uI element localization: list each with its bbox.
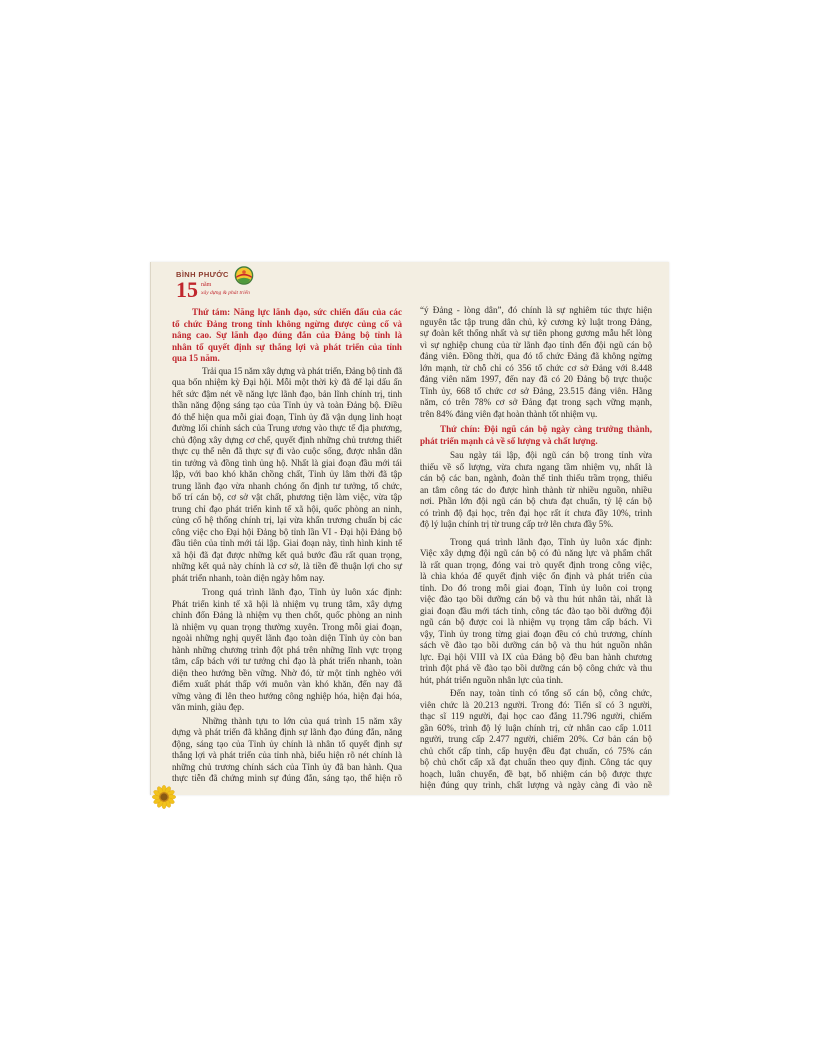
text-line: “ý Đảng - lòng dân”, đó chính là sự nghiêm túc thực hiện (420, 305, 652, 315)
text-line: xã hội đã đạt được những kết quả bước đầu rất quan trọng, (172, 549, 402, 560)
text-line: Những thành tựu to lớn của quá trình 15 năm xây (202, 715, 402, 726)
text-line: hiện đúng quy trình, chất lượng và ngày càng đi vào nề (420, 780, 652, 790)
text-line: văn minh, giàu đẹp. (172, 702, 244, 712)
text-line: đảng viên. Đồng thời, qua đó tổ chức Đảng đã không ngừng (420, 351, 652, 361)
text-line: sách về đào tạo bồi dưỡng cán bộ và thu hút nguồn nhân (420, 640, 652, 650)
text-line: Thứ chín: Đội ngũ cán bộ ngày càng trưởng thành, (440, 424, 652, 434)
text-line: công việc cho Đại hội Đảng bộ tỉnh lần VI - Đại hội Đảng bộ (172, 526, 402, 537)
text-line: tin tưởng và đồng tình ủng hộ. Nhất là giai đoạn đầu mới tái (172, 457, 402, 468)
left-text-column (172, 307, 402, 785)
text-line: độ lý luận chính trị từ trung cấp trở lên chưa đầy 5%. (420, 519, 614, 529)
text-line: có trình độ đại học, trên đại học rất ít chưa đầy 10%, trình (420, 507, 652, 518)
text-line: phát triển nhanh, toàn diện ngày hôm nay. (172, 572, 325, 583)
text-line: hết sức đậm nét về năng lực lãnh đạo, bản lĩnh chính trị, tinh (172, 388, 402, 399)
body-paragraph (172, 366, 402, 585)
section-heading (172, 307, 402, 365)
body-paragraph (172, 587, 402, 714)
text-line: thực cụ thể nên đã thực sự đi vào cuộc sống, được nhân dân (172, 446, 402, 456)
text-line: điểm xuất phát thấp với muôn vàn khó khăn, đến nay đã (172, 679, 402, 689)
body-paragraph (172, 716, 402, 785)
text-line: chủ động xây dựng cơ chế, quyết định những chủ trương thiết (172, 434, 402, 445)
header-tagline: xây dựng & phát triển (201, 290, 250, 296)
book-page (150, 262, 669, 795)
text-line: thiếu về số lượng, vừa chưa ngang tầm nhiệm vụ, nhất là (420, 461, 652, 472)
text-line: thần năng động sáng tạo của Tỉnh ủy và toàn Đảng bộ. Điều (172, 400, 402, 410)
binh-phuoc-emblem-icon (234, 266, 254, 285)
text-line: gần 60%, trình độ lý luận chính trị, cử nhân cao cấp 1.011 (420, 722, 652, 733)
body-paragraph (420, 537, 652, 687)
right-text-column (420, 305, 652, 792)
text-line: ngũ cán bộ được coi là nhiệm vụ trọng tâm cấp bách. Vì (420, 617, 652, 627)
text-line: trên 84% đảng viên đạt hoàn thành tốt nhiệm vụ. (420, 408, 598, 419)
text-line: thực tiễn đã chứng minh sự đúng đắn, sáng tạo, thể hiện rõ (172, 773, 402, 783)
text-line: hoạch, luân chuyển, đề bạt, bổ nhiệm cán bộ được thực (420, 768, 652, 779)
text-line: hút, phát triển nguồn nhân lực của tỉnh. (420, 674, 564, 685)
text-line: củng cố hệ thống chính trị, lại vừa khẩn trương chuẩn bị các (172, 515, 402, 525)
text-line: nơi. Phần lớn đội ngũ cán bộ chưa đạt chuẩn, tỷ lệ cán bộ (420, 496, 652, 506)
text-line: diện theo hướng bền vững. Nhờ đó, từ một tỉnh nghèo với (172, 667, 402, 678)
text-line: nâng cao. Sự lãnh đạo đúng đắn của Đảng bộ tỉnh là (172, 330, 402, 340)
text-line: lực. Đại hội VIII và IX của Đảng bộ đều ban hành chương (420, 651, 652, 662)
text-line: trung lãnh đạo vừa nhanh chóng ổn định tư tưởng, tổ chức, (172, 480, 402, 491)
text-line: tỉnh. Do đó trong mỗi giai đoạn, Tỉnh ủy luôn coi trọng (420, 582, 652, 593)
text-line: an tâm công tác do được hình thành từ nhiều nguồn, nhiều (420, 484, 652, 495)
text-line: viên chức là 20.213 người. Trong đó: Tiến sĩ có 3 người, (420, 699, 652, 710)
text-line: tổ chức Đảng trong tỉnh không ngừng được củng cố và (172, 318, 402, 329)
text-line: Sau ngày tái lập, đội ngũ cán bộ trong tỉnh vừa (450, 450, 652, 460)
text-line: nhân tố quyết định sự thắng lợi và phát triển của tỉnh (172, 341, 402, 352)
text-line: thắng lợi và phát triển của tỉnh nhà, biểu hiện rõ nét chính là (172, 750, 402, 760)
text-line: chỉnh đốn Đảng là nhiệm vụ then chốt, quốc phòng an ninh (172, 610, 402, 620)
text-line: lớn mạnh, từ chỗ chỉ có 356 tổ chức cơ sở Đảng với 8.448 (420, 362, 652, 373)
text-line: Thứ tám: Năng lực lãnh đạo, sức chiến đấu của các (192, 307, 402, 317)
text-line: những chủ trương chính sách của Tỉnh ủy đã ban hành. Qua (172, 761, 402, 772)
text-line: Phát triển kinh tế xã hội là nhiệm vụ trung tâm, xây dựng (172, 598, 402, 609)
text-line: hành những chương trình đột phá trên những lĩnh vực trọng (172, 644, 402, 655)
text-line: là chìa khóa để quyết định việc ổn định và phát triển của (420, 571, 652, 581)
text-line: người, trung cấp 2.477 người, chiếm 20%. Cơ bản cán bộ (420, 734, 652, 744)
body-paragraph (420, 305, 652, 420)
text-line: đường lối chính sách của Trung ương vào thực tế địa phương, (172, 423, 402, 433)
body-paragraph (420, 450, 652, 531)
text-line: đầu tiên của tỉnh mới tái lập. Giai đoạn này, tình hình kinh tế (172, 538, 402, 548)
text-line: lập, với bao khó khăn chồng chất, Tỉnh ủy lâm thời đã tập (172, 469, 402, 479)
text-line: tâm, cấp bách với tư tưởng chỉ đạo là phát triển nhanh, toàn (172, 656, 402, 666)
text-line: năm, có trên 78% cơ sở Đảng đạt trong sạch vững mạnh, (420, 397, 652, 407)
text-line: là rất quan trọng, đóng vai trò quyết định trong công việc, (420, 559, 652, 570)
text-line: đảng viên năm 1997, đến nay đã có 20 Đảng bộ trực thuộc (420, 374, 652, 384)
text-line: nguyên tắc tập trung dân chủ, kỷ cương kỷ luật trong Đảng, (420, 316, 652, 327)
text-line: trình đột phá về đào tạo bồi dưỡng cán bộ công chức và thu (420, 663, 652, 673)
text-line: những kết quả này chính là cơ sở, là tiền đề thuận lợi cho sự (172, 561, 402, 571)
text-line: Trong quá trình lãnh đạo, Tỉnh ủy luôn xác định: (450, 536, 652, 547)
text-line: qua 15 năm. (172, 353, 220, 363)
text-line: cán bộ các ban, ngành, đoàn thể tỉnh thiếu trầm trọng, thiếu (420, 473, 652, 483)
text-line: Đến nay, toàn tỉnh có tổng số cán bộ, công chức, (450, 688, 652, 698)
text-line: ngoài những nghị quyết lãnh đạo toàn diện Tỉnh ủy còn ban (172, 633, 402, 643)
text-line: qua bốn nhiệm kỳ Đại hội. Mỗi một thời kỳ đã để lại dấu ấn (172, 377, 402, 387)
text-line: bộ chủ chốt cấp xã đạt chuẩn theo quy định. Công tác quy (420, 757, 652, 767)
text-line: đó thể hiện qua mỗi giai đoạn, Tỉnh ủy đã vận dụng linh hoạt (172, 411, 402, 422)
text-line: Tỉnh ủy, 668 tổ chức cơ sở Đảng, 23.515 đảng viên. Hằng (420, 385, 652, 396)
header-region-name: BÌNH PHƯỚC (176, 270, 229, 279)
text-line: vững vàng đi lên theo hướng công nghiệp hóa, hiện đại hóa, (172, 690, 402, 701)
text-line: Trải qua 15 năm xây dựng và phát triển, Đảng bộ tỉnh đã (202, 365, 402, 376)
text-line: dựng và phát triển đã khẳng định sự lãnh đạo đúng đắn, năng (172, 727, 402, 737)
text-line: Việc xây dựng đội ngũ cán bộ có đủ năng lực và phẩm chất (420, 548, 652, 558)
text-line: thạc sĩ 119 người, đại học cao đẳng 11.796 người, chiếm (420, 711, 652, 721)
text-line: phát triển mạnh cả về số lượng và chất lượng. (420, 435, 598, 446)
header-years: 15 (176, 277, 198, 302)
text-line: vì sự nghiệp chung của từ lãnh đạo tỉnh đến đội ngũ cán bộ (420, 339, 652, 350)
text-line: động, sáng tạo của Tỉnh ủy chính là nhân tố quyết định sự (172, 738, 402, 749)
text-line: giai đoạn đầu mới tách tỉnh, công tác đào tạo bồi dưỡng đội (420, 605, 652, 616)
text-line: là nhiệm vụ quan trọng thường xuyên. Trong mỗi giai đoạn, (172, 621, 402, 632)
text-line: vậy, Tỉnh ủy trong từng giai đoạn đều có chủ trương, chính (420, 628, 652, 639)
header-years-unit: năm (201, 282, 212, 288)
text-line: bố trí cán bộ, cơ sở vật chất, phương tiện làm việc, vừa tập (172, 492, 402, 502)
sunflower-icon (152, 785, 176, 809)
text-line: sự đoàn kết thống nhất và sự tiên phong gương mẫu hết lòng (420, 328, 652, 338)
text-line: Trong quá trình lãnh đạo, Tỉnh ủy luôn xác định: (202, 587, 402, 597)
text-line: chủ chốt cấp tỉnh, cấp huyện đều đạt chuẩn, có 75% cán (420, 745, 652, 756)
body-paragraph (420, 688, 652, 792)
text-line: việc đào tạo bồi dưỡng cán bộ và thu hút nhân tài, nhất là (420, 594, 652, 604)
section-heading (420, 424, 652, 447)
text-line: trung chỉ đạo phát triển kinh tế xã hội, quốc phòng an ninh, (172, 503, 402, 514)
